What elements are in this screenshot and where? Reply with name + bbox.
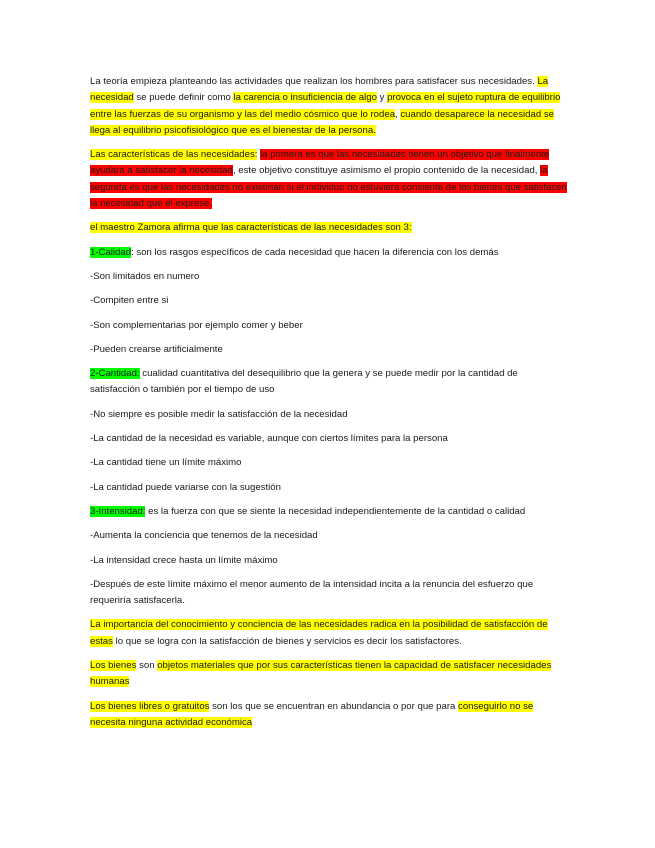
paragraph (90, 342, 568, 358)
highlighted-text-red: la segunda es que las necesidades no existirían si el individuo no estuviera consiente de los bienes que satisfacen la necesidad que el exprese. (90, 165, 567, 210)
text-segment: -No siempre es posible medir la satisfacción de la necesidad (90, 408, 348, 420)
highlighted-text-yellow: la carencia o insuficiencia de algo (233, 92, 377, 104)
text-segment: es la fuerza con que se siente la necesidad independientemente de la cantidad o calidad (145, 505, 526, 517)
paragraph (90, 553, 568, 569)
text-segment: -La cantidad puede variarse con la sugestión (90, 481, 281, 493)
highlighted-text-yellow: La importancia del conocimiento y conciencia de las necesidades radica en la posibilidad de satisfacción de estas (90, 619, 548, 647)
highlighted-text-yellow: el maestro Zamora afirma que las características de las necesidades son 3: (90, 222, 412, 234)
highlighted-text-yellow: Los bienes libres o gratuitos (90, 700, 210, 712)
text-segment: -Son limitados en numero (90, 270, 200, 282)
paragraph (90, 318, 568, 334)
paragraph (90, 617, 568, 650)
paragraph (90, 147, 568, 212)
paragraph (90, 245, 568, 261)
text-segment: son los que se encuentran en abundancia o por que para (209, 700, 459, 712)
highlighted-text-yellow: provoca en el sujeto ruptura de equilibrio entre las fuerzas de su organismo y las del medio cósmico que lo rodea (90, 92, 561, 120)
text-segment: La teoría empieza planteando las actividades que realizan los hombres para satisfacer sus necesidades. (90, 76, 538, 87)
text-segment: se puede definir como (133, 92, 234, 104)
text-segment: y (376, 92, 388, 104)
text-segment: -La intensidad crece hasta un límite máximo (90, 554, 278, 566)
highlighted-text-red: la primera es que las necesidades tienen un objetivo que finalmente ayudara a satisfacer la necesidad (90, 149, 550, 177)
document-body (90, 74, 568, 739)
text-segment: -Después de este límite máximo el menor aumento de la intensidad incita a la renuncia del esfuerzo que requeriría satisfacerla. (90, 578, 534, 607)
text-segment: , este objetivo constituye asimismo el propio contenido de la necesidad, (232, 165, 541, 177)
paragraph (90, 74, 568, 139)
text-segment: -Aumenta la conciencia que tenemos de la necesidad (90, 530, 318, 542)
highlighted-text-green: 3-Intensidad: (90, 505, 146, 517)
text-segment: -Son complementarias por ejemplo comer y beber (90, 319, 303, 331)
paragraph (90, 504, 568, 520)
highlighted-text-green: 1-Calidad (90, 246, 132, 258)
text-segment: son (136, 660, 158, 672)
paragraph (90, 528, 568, 544)
highlighted-text-yellow: La necesidad (90, 76, 549, 104)
paragraph (90, 366, 568, 399)
highlighted-text-yellow: conseguirlo no se necesita ninguna actividad económica (90, 700, 534, 728)
text-segment: , (395, 108, 401, 120)
paragraph (90, 455, 568, 471)
highlighted-text-yellow: Los bienes (90, 660, 137, 672)
text-segment: -La cantidad tiene un límite máximo (90, 457, 242, 469)
paragraph (90, 220, 568, 236)
paragraph (90, 431, 568, 447)
paragraph (90, 699, 568, 732)
text-segment: -La cantidad de la necesidad es variable, aunque con ciertos límites para la persona (90, 433, 448, 445)
paragraph (90, 293, 568, 309)
highlighted-text-green: 2-Cantidad: (90, 368, 140, 380)
text-segment: cualidad cuantitativa del desequilibrio que la genera y se puede medir por la cantidad de satisfacción o también por el tiempo de uso (90, 368, 518, 396)
text-segment: lo que se logra con la satisfacción de bienes y servicios es decir los satisfactores. (112, 635, 462, 647)
highlighted-text-yellow: objetos materiales que por sus características tienen la capacidad de satisfacer necesidades humanas (90, 660, 552, 688)
text-segment: : son los rasgos específicos de cada necesidad que hacen la diferencia con los demás (131, 246, 499, 258)
paragraph (90, 407, 568, 423)
text-segment: -Pueden crearse artificialmente (90, 343, 223, 355)
highlighted-text-yellow: Las características de las necesidades: (90, 149, 258, 161)
paragraph (90, 480, 568, 496)
paragraph (90, 577, 568, 610)
paragraph (90, 658, 568, 691)
highlighted-text-yellow: cuando desaparece la necesidad se llega al equilibrio psicofisiológico que es el bienestar de la persona. (90, 108, 554, 136)
text-segment: -Compiten entre si (90, 295, 169, 307)
paragraph (90, 269, 568, 285)
